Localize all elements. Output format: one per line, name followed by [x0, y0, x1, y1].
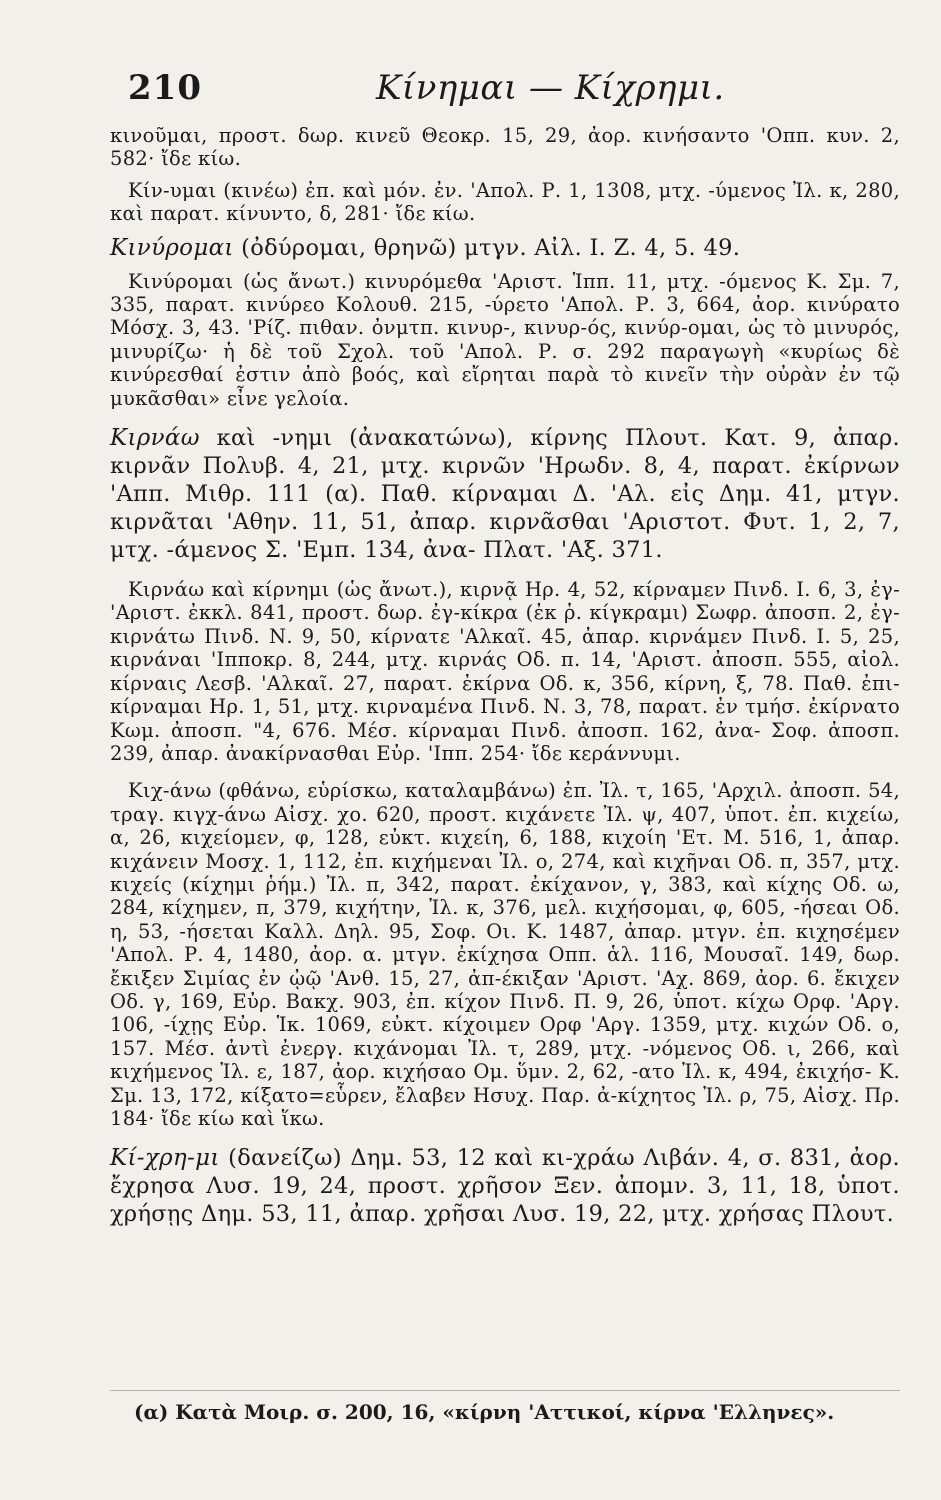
footnote-divider [110, 1390, 900, 1391]
dictionary-entries [110, 124, 900, 1228]
entry-kinyromai [110, 270, 900, 410]
entry-kirnao-main [110, 424, 900, 564]
entry-kinumai [110, 179, 900, 226]
entry-text: καὶ -νημι (ἀνακατώνω), κίρνης Πλουτ. Κατ. 9, ἀπαρ. κιρνᾶν Πολυβ. 4, 21, μτχ. κιρνῶν 'Ηρωδν. 8, 4, παρατ. ἐκίρνων 'Αππ. Μιθρ. 111 (α). Παθ. κίρναμαι Δ. 'Αλ. εἰς Δημ. 41, μτγν. κιρνᾶται 'Αθην. 11, 51, ἀπαρ. κιρνᾶσθαι 'Αριστοτ. Φυτ. 1, 2, 7, μτχ. -άμενος Σ. 'Εμπ. 134, ἀνα- Πλατ. 'Αξ. 371. [110, 425, 900, 564]
entry-headword: Κιρνάω [110, 425, 200, 452]
entry-text: Κινύρομαι (ὡς ἄνωτ.) κινυρόμεθα 'Αριστ. Ἱππ. 11, μτχ. -όμενος Κ. Σμ. 7, 335, παρατ. κινύρεο Κολουθ. 215, -ύρετο 'Απολ. Ρ. 3, 664, ἀορ. κινύρατο Μόσχ. 3, 43. 'Ρίζ. πιθαν. ὀνμτπ. κινυρ-, κινυρ-ός, κινύρ-ομαι, ὡς τὸ μινυρός, μινυρίζω· ἡ δὲ τοῦ Σχολ. τοῦ 'Απολ. Ρ. σ. 292 παραγωγὴ «κυρίως δὲ κινύρεσθαί ἐστιν ἀπὸ βοός, καὶ εἴρηται παρὰ τὸ κινεῖν τὴν οὐρὰν ἐν τῷ μυκᾶσθαι» εἶνε γελοία. [110, 269, 900, 410]
entry-headword: Κί-χρη-μι [110, 1145, 220, 1172]
entry-kichano [110, 779, 900, 1130]
entry-headword: Κινύρομαι [110, 234, 234, 261]
entry-kirnao-poetic [110, 578, 900, 765]
entry-text: Κιρνάω καὶ κίρνημι (ὡς ἄνωτ.), κιρνᾷ Ηρ. 4, 52, κίρναμεν Πινδ. Ι. 6, 3, ἐγ- 'Αριστ. ἐκκλ. 841, προστ. δωρ. ἐγ-κίκρα (ἐκ ῥ. κίγκραμι) Σωφρ. ἀποσπ. 2, ἐγ-κιρνάτω Πινδ. Ν. 9, 50, κίρνατε 'Αλκαῖ. 45, ἀπαρ. κιρνάμεν Πινδ. Ι. 5, 25, κιρνάναι 'Ιπποκρ. 8, 244, μτχ. κιρνάς Οδ. π. 14, 'Αριστ. ἀποσπ. 555, αἰολ. κίρναις Λεσβ. 'Αλκαῖ. 27, παρατ. ἐκίρνα Οδ. κ, 356, κίρνη, ξ, 78. Παθ. ἐπι-κίρναμαι Ηρ. 1, 51, μτχ. κιρναμένα Πινδ. Ν. 3, 78, παρατ. ἐν τμήσ. ἐκίρνατο Κωμ. ἀποσπ. "4, 676. Μέσ. κίρναμαι Πινδ. ἀποσπ. 162, ἀνα- Σοφ. ἀποσπ. 239, ἀπαρ. ἀνακίρνασθαι Εὐρ. 'Ιππ. 254· ἴδε κεράννυμι. [110, 578, 900, 765]
entry-text: κινοῦμαι, προστ. δωρ. κινεῦ Θεοκρ. 15, 29, ἀορ. κινήσαντο 'Οππ. κυν. 2, 582· ἴδε κίω. [110, 124, 900, 171]
entry-kichremi [110, 1144, 900, 1228]
entry-text: Κιχ-άνω (φθάνω, εὑρίσκω, καταλαμβάνω) ἐπ. Ἰλ. τ, 165, 'Αρχιλ. ἀποσπ. 54, τραγ. κιγχ-άνω Αἰσχ. χο. 620, προστ. κιχάνετε Ἰλ. ψ, 407, ὑποτ. ἐπ. κιχείω, α, 26, κιχείομεν, φ, 128, εὐκτ. κιχείη, 6, 188, κιχοίη 'Ετ. Μ. 516, 1, ἀπαρ. κιχάνειν Μοσχ. 1, 112, ἐπ. κιχήμεναι Ἰλ. ο, 274, καὶ κιχῆναι Οδ. π, 357, μτχ. κιχείς (κίχημι ῥήμ.) Ἰλ. π, 342, παρατ. ἐκίχανον, γ, 383, καὶ κίχης Οδ. ω, 284, κίχημεν, π, 379, κιχήτην, Ἰλ. κ, 376, μελ. κιχήσομαι, φ, 605, -ήσεαι Οδ. η, 53, -ήσεται Καλλ. Δηλ. 95, Σοφ. Οι. Κ. 1487, ἀπαρ. μτγν. ἐπ. κιχησέμεν 'Απολ. Ρ. 4, 1480, ἀορ. α. μτγν. ἐκίχησα Οππ. ἁλ. 116, Μουσαῖ. 149, δωρ. ἔκιξεν Σιμίας ἐν ᾠῷ 'Ανθ. 15, 27, ἀπ-έκιξαν 'Αριστ. 'Αχ. 869, ἀορ. 6. ἔκιχεν Οδ. γ, 169, Εὐρ. Βακχ. 903, ἐπ. κίχον Πινδ. Π. 9, 26, ὑποτ. κίχω Ορφ. 'Αργ. 106, -ίχῃς Εὐρ. Ἱκ. 1069, εὐκτ. κίχοιμεν Ορφ 'Αργ. 1359, μτχ. κιχών Οδ. ο, 157. Μέσ. ἀντὶ ἐνεργ. κιχάνομαι Ἰλ. τ, 289, μτχ. -νόμενος Οδ. ι, 266, καὶ κιχήμενος Ἰλ. ε, 187, ἀορ. κιχήσαο Ομ. ὕμν. 2, 62, -ατο Ἰλ. κ, 494, ἐκιχήσ- Κ. Σμ. 13, 172, κίξατο=εὗρεν, ἔλαβεν Ησυχ. Παρ. ἀ-κίχητος Ἰλ. ρ, 75, Αἰσχ. Πρ. 184· ἴδε κίω καὶ ἵκω. [110, 779, 900, 1130]
entry-text: (δανείζω) Δημ. 53, 12 καὶ κι-χράω Λιβάν. 4, σ. 831, ἀορ. ἔχρησα Λυσ. 19, 24, προστ. χρῆσον Ξεν. ἀπομν. 3, 11, 18, ὑποτ. χρήσῃς Δημ. 53, 11, ἀπαρ. χρῆσαι Λυσ. 19, 22, μτχ. χρήσας Πλουτ. [110, 1145, 900, 1228]
page-number: 210 [128, 68, 202, 108]
entry-text: Κίν-υμαι (κινέω) ἐπ. καὶ μόν. ἐν. 'Απολ. Ρ. 1, 1308, μτχ. -ύμενος Ἰλ. κ, 280, καὶ παρατ. κίνυντο, δ, 281· ἴδε κίω. [110, 178, 900, 226]
footnote-marker: (α) [134, 1400, 169, 1424]
entry-kinoumai-continued [110, 124, 900, 171]
running-title: Κίνημαι — Κίχρημι. [376, 68, 725, 108]
entry-kinyromai-poetic [110, 234, 900, 262]
entry-text: (ὀδύρομαι, θρηνῶ) μτγν. Αἰλ. Ι. Ζ. 4, 5. 49. [233, 234, 741, 261]
footnote [134, 1400, 894, 1424]
page-header [120, 60, 900, 120]
footnote-text: Κατὰ Μοιρ. σ. 200, 16, «κίρνη 'Αττικοί, κίρνα 'Ελληνες». [175, 1400, 835, 1424]
